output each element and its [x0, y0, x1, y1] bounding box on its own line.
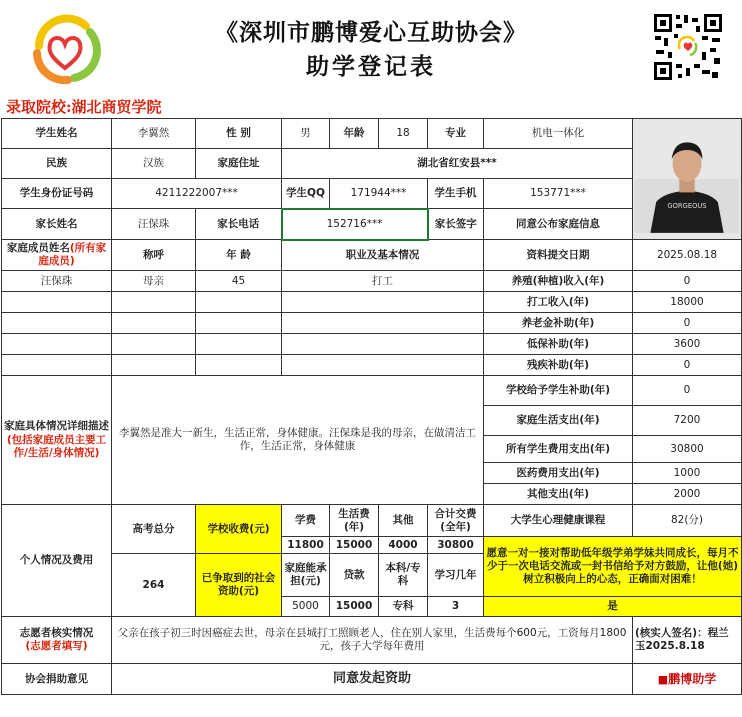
level-value[interactable]: 专科 [379, 597, 428, 617]
funded-label: 已争取到的社会资助(元) [196, 554, 282, 617]
total-fee-label: 合计交费(全年) [428, 505, 484, 537]
submit-date-label: 资料提交日期 [484, 240, 633, 271]
member-relation[interactable]: 母亲 [112, 271, 196, 292]
member-age-header: 年 龄 [196, 240, 282, 271]
major-label: 专业 [428, 119, 484, 149]
address-label: 家庭住址 [196, 149, 282, 179]
income-value[interactable]: 0 [633, 313, 742, 334]
registration-form-table [1, 118, 742, 695]
consent-text[interactable]: 同意公布家庭信息 [484, 209, 633, 240]
family-detail-note: (包括家庭成员主要工作/生活/身体情况) [6, 433, 107, 459]
qq-label: 学生QQ [282, 179, 330, 209]
student-phone-value[interactable]: 153771*** [484, 179, 633, 209]
expense-value[interactable]: 7200 [633, 406, 742, 436]
parent-phone-value[interactable]: 152716*** [282, 209, 428, 240]
total-fee-value[interactable]: 30800 [428, 537, 484, 554]
expense-label: 其他支出(年) [484, 484, 633, 505]
score-value[interactable]: 264 [112, 554, 196, 617]
parent-phone-label: 家长电话 [196, 209, 282, 240]
opinion-label: 协会捐助意见 [2, 664, 112, 695]
student-photo [633, 119, 742, 240]
living-label: 生活费(年) [330, 505, 379, 537]
student-phone-label: 学生手机 [428, 179, 484, 209]
family-detail-text[interactable]: 李翼然是准大一新生，生活正常，身体健康。汪保珠是我的母亲，在做清洁工作，生活正常，身体健康 [112, 376, 484, 505]
expense-value[interactable]: 2000 [633, 484, 742, 505]
age-label: 年龄 [330, 119, 379, 149]
verifier-signature[interactable]: (核实人签名)：程兰玉2025.8.18 [633, 617, 742, 664]
family-detail-label: 家庭具体情况详细描述(包括家庭成员主要工作/生活/身体情况) [2, 376, 112, 505]
ethnicity-label: 民族 [2, 149, 112, 179]
income-label: 打工收入(年) [484, 292, 633, 313]
ethnicity-value[interactable]: 汉族 [112, 149, 196, 179]
submit-date-value[interactable]: 2025.08.18 [633, 240, 742, 271]
income-label: 残疾补助(年) [484, 355, 633, 376]
income-value[interactable]: 0 [633, 355, 742, 376]
family-afford-label: 家庭能承担(元) [282, 554, 330, 597]
member-name[interactable]: 汪保珠 [2, 271, 112, 292]
heart-badge-icon: ■ [657, 672, 669, 686]
family-member-note: (所有家庭成员) [38, 242, 107, 268]
income-value[interactable]: 3600 [633, 334, 742, 355]
id-number-value[interactable]: 4211222007*** [112, 179, 282, 209]
parent-name-label: 家长姓名 [2, 209, 112, 240]
major-value[interactable]: 机电一体化 [484, 119, 633, 149]
brand-text: 鹏博助学 [668, 671, 717, 686]
brand-cell [633, 664, 742, 695]
parent-name-value[interactable]: 汪保珠 [112, 209, 196, 240]
student-name[interactable]: 李翼然 [112, 119, 196, 149]
family-member-label: 家庭成员姓名(所有家庭成员) [2, 240, 112, 271]
loan-value[interactable]: 15000 [330, 597, 379, 617]
expense-label: 家庭生活支出(年) [484, 406, 633, 436]
volunteer-note: (志愿者填写) [25, 640, 88, 653]
opinion-value[interactable]: 同意发起资助 [112, 664, 633, 695]
form-subtitle: 助学登记表 [306, 53, 436, 80]
family-afford-value[interactable]: 5000 [282, 597, 330, 617]
income-value[interactable]: 0 [633, 271, 742, 292]
volunteer-text[interactable]: 父亲在孩子初三时因癌症去世，母亲在县城打工照顾老人，住在别人家里，生活费每个600元，工资每月1800元，孩子大学每年费用 [112, 617, 633, 664]
other-fee-label: 其他 [379, 505, 428, 537]
loan-label: 贷款 [330, 554, 379, 597]
years-label: 学习几年 [428, 554, 484, 597]
score-label: 高考总分 [112, 505, 196, 554]
age-value[interactable]: 18 [379, 119, 428, 149]
other-fee-value[interactable]: 4000 [379, 537, 428, 554]
qr-code-icon[interactable] [652, 12, 724, 82]
expense-value[interactable]: 0 [633, 376, 742, 406]
level-label: 本科/专科 [379, 554, 428, 597]
job-header: 职业及基本情况 [282, 240, 484, 271]
admitted-school: 录取院校:湖北商贸学院 [6, 98, 162, 116]
member-age[interactable]: 45 [196, 271, 282, 292]
form-title: 《深圳市鹏博爱心互助协会》 [215, 19, 527, 46]
expense-value[interactable]: 1000 [633, 463, 742, 484]
relation-header: 称呼 [112, 240, 196, 271]
address-value[interactable]: 湖北省红安县*** [282, 149, 633, 179]
school-fee-label: 学校收费(元) [196, 505, 282, 554]
tuition-label: 学费 [282, 505, 330, 537]
income-label: 养老金补助(年) [484, 313, 633, 334]
gender-value[interactable]: 男 [282, 119, 330, 149]
living-value[interactable]: 15000 [330, 537, 379, 554]
expense-value[interactable]: 30800 [633, 436, 742, 463]
member-job[interactable]: 打工 [282, 271, 484, 292]
svg-text:GORGEOUS: GORGEOUS [667, 201, 707, 210]
mentoring-pledge: 愿意一对一接对帮助低年级学弟学妹共同成长，每月不少于一次电话交流或一封书信给予对方鼓励，让他(她)树立积极向上的心态，正确面对困难！ [484, 537, 742, 597]
student-name-label: 学生姓名 [2, 119, 112, 149]
psych-course-label: 大学生心理健康课程 [484, 505, 633, 537]
student-photo-image [635, 119, 739, 235]
form-header [0, 0, 742, 92]
expense-label: 医药费用支出(年) [484, 463, 633, 484]
mentoring-answer[interactable]: 是 [484, 597, 742, 617]
expense-label: 学校给予学生补助(年) [484, 376, 633, 406]
expense-label: 所有学生费用支出(年) [484, 436, 633, 463]
psych-course-score[interactable]: 82(分) [633, 505, 742, 537]
years-value[interactable]: 3 [428, 597, 484, 617]
income-label: 养殖(种植)收入(年) [484, 271, 633, 292]
income-value[interactable]: 18000 [633, 292, 742, 313]
gender-label: 性 别 [196, 119, 282, 149]
fees-section-label: 个人情况及费用 [2, 505, 112, 617]
id-number-label: 学生身份证号码 [2, 179, 112, 209]
volunteer-label: 志愿者核实情况 (志愿者填写) [2, 617, 112, 664]
tuition-value[interactable]: 11800 [282, 537, 330, 554]
parent-sign-label: 家长签字 [428, 209, 484, 240]
income-label: 低保补助(年) [484, 334, 633, 355]
qq-value[interactable]: 171944*** [330, 179, 428, 209]
